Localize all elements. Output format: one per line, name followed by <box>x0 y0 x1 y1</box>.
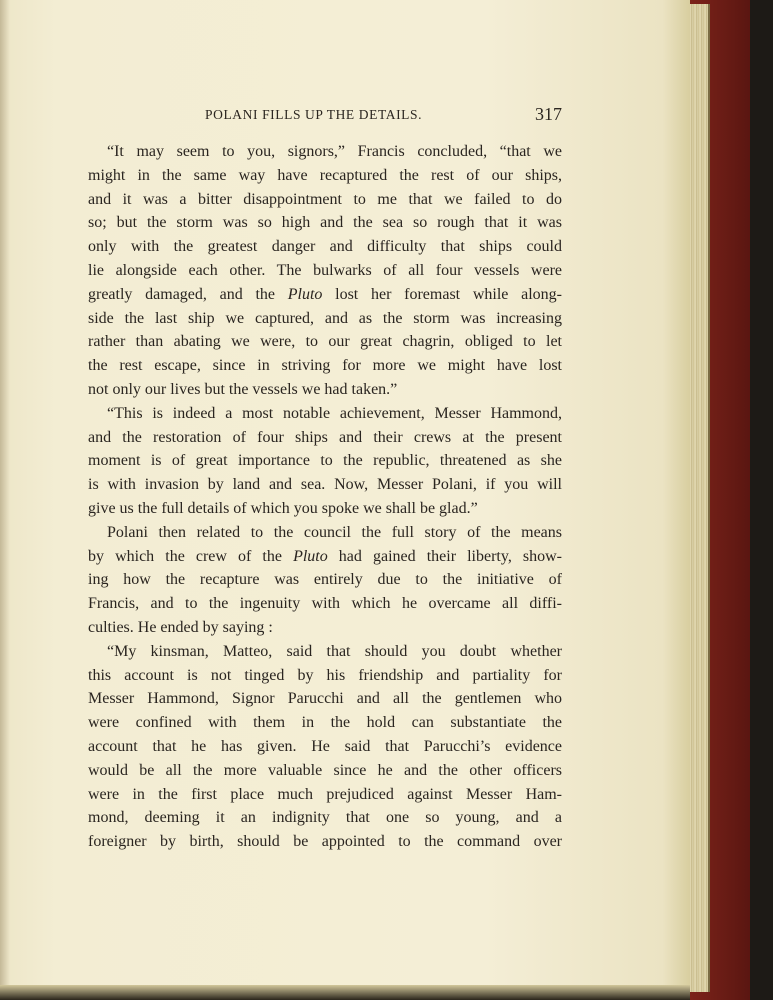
text-line: “My kinsman, Matteo, said that should you doubt whether <box>107 642 562 660</box>
text-line: and the restoration of four ships and their crews at the present <box>88 428 562 446</box>
binding-shadow <box>0 0 10 990</box>
body-text <box>88 140 562 854</box>
text-line: side the last ship we captured, and as the storm was increasing <box>88 309 562 327</box>
text-line: were in the first place much prejudiced against Messer Ham- <box>88 785 562 803</box>
text-line: might in the same way have recaptured the rest of our ships, <box>88 166 562 184</box>
text-line: rather than abating we were, to our great chagrin, obliged to let <box>88 333 562 351</box>
text-line: ing how the recapture was entirely due to the initiative of <box>88 571 562 589</box>
text-line: only with the greatest danger and difficulty that ships could <box>88 238 562 256</box>
text-line: “This is indeed a most notable achievement, Messer Hammond, <box>107 404 562 422</box>
text-line: Polani then related to the council the full story of the means <box>107 523 562 541</box>
text-line: so; but the storm was so high and the sea so rough that it was <box>88 214 562 232</box>
running-head <box>88 102 562 128</box>
text-line: were confined with them in the hold can substantiate the <box>88 714 562 732</box>
text-line: Messer Hammond, Signor Parucchi and all the gentlemen who <box>88 690 562 708</box>
text-line: foreigner by birth, should be appointed to the command over <box>88 833 562 851</box>
text-line: the rest escape, since in striving for more we might have lost <box>88 357 562 375</box>
text-line: by which the crew of the Pluto had gained their liberty, show- <box>88 547 562 565</box>
text-line: and it was a bitter disappointment to me that we failed to do <box>88 190 562 208</box>
text-line: lie alongside each other. The bulwarks of all four vessels were <box>88 261 562 279</box>
text-line: is with invasion by land and sea. Now, Messer Polani, if you will <box>88 476 562 494</box>
running-title: POLANI FILLS UP THE DETAILS. <box>205 107 423 122</box>
page-bottom-edge <box>0 985 690 1000</box>
text-line: “It may seem to you, signors,” Francis concluded, “that we <box>107 143 562 160</box>
text-line: mond, deeming it an indignity that one so young, and a <box>88 809 562 827</box>
text-line: this account is not tinged by his friendship and partiality for <box>88 666 562 684</box>
text-line: culties. He ended by saying : <box>88 618 273 636</box>
text-line: greatly damaged, and the Pluto lost her foremast while along- <box>88 285 562 303</box>
text-line: account that he has given. He said that Parucchi’s evidence <box>88 737 562 755</box>
text-line: give us the full details of which you spoke we shall be glad.” <box>88 499 478 517</box>
text-line: moment is of great importance to the republic, threatened as she <box>88 452 562 470</box>
text-line: not only our lives but the vessels we had taken.” <box>88 380 398 398</box>
text-line: would be all the more valuable since he and the other officers <box>88 761 562 779</box>
page-number: 317 <box>535 104 562 124</box>
text-line: Francis, and to the ingenuity with which he overcame all diffi- <box>88 595 562 613</box>
